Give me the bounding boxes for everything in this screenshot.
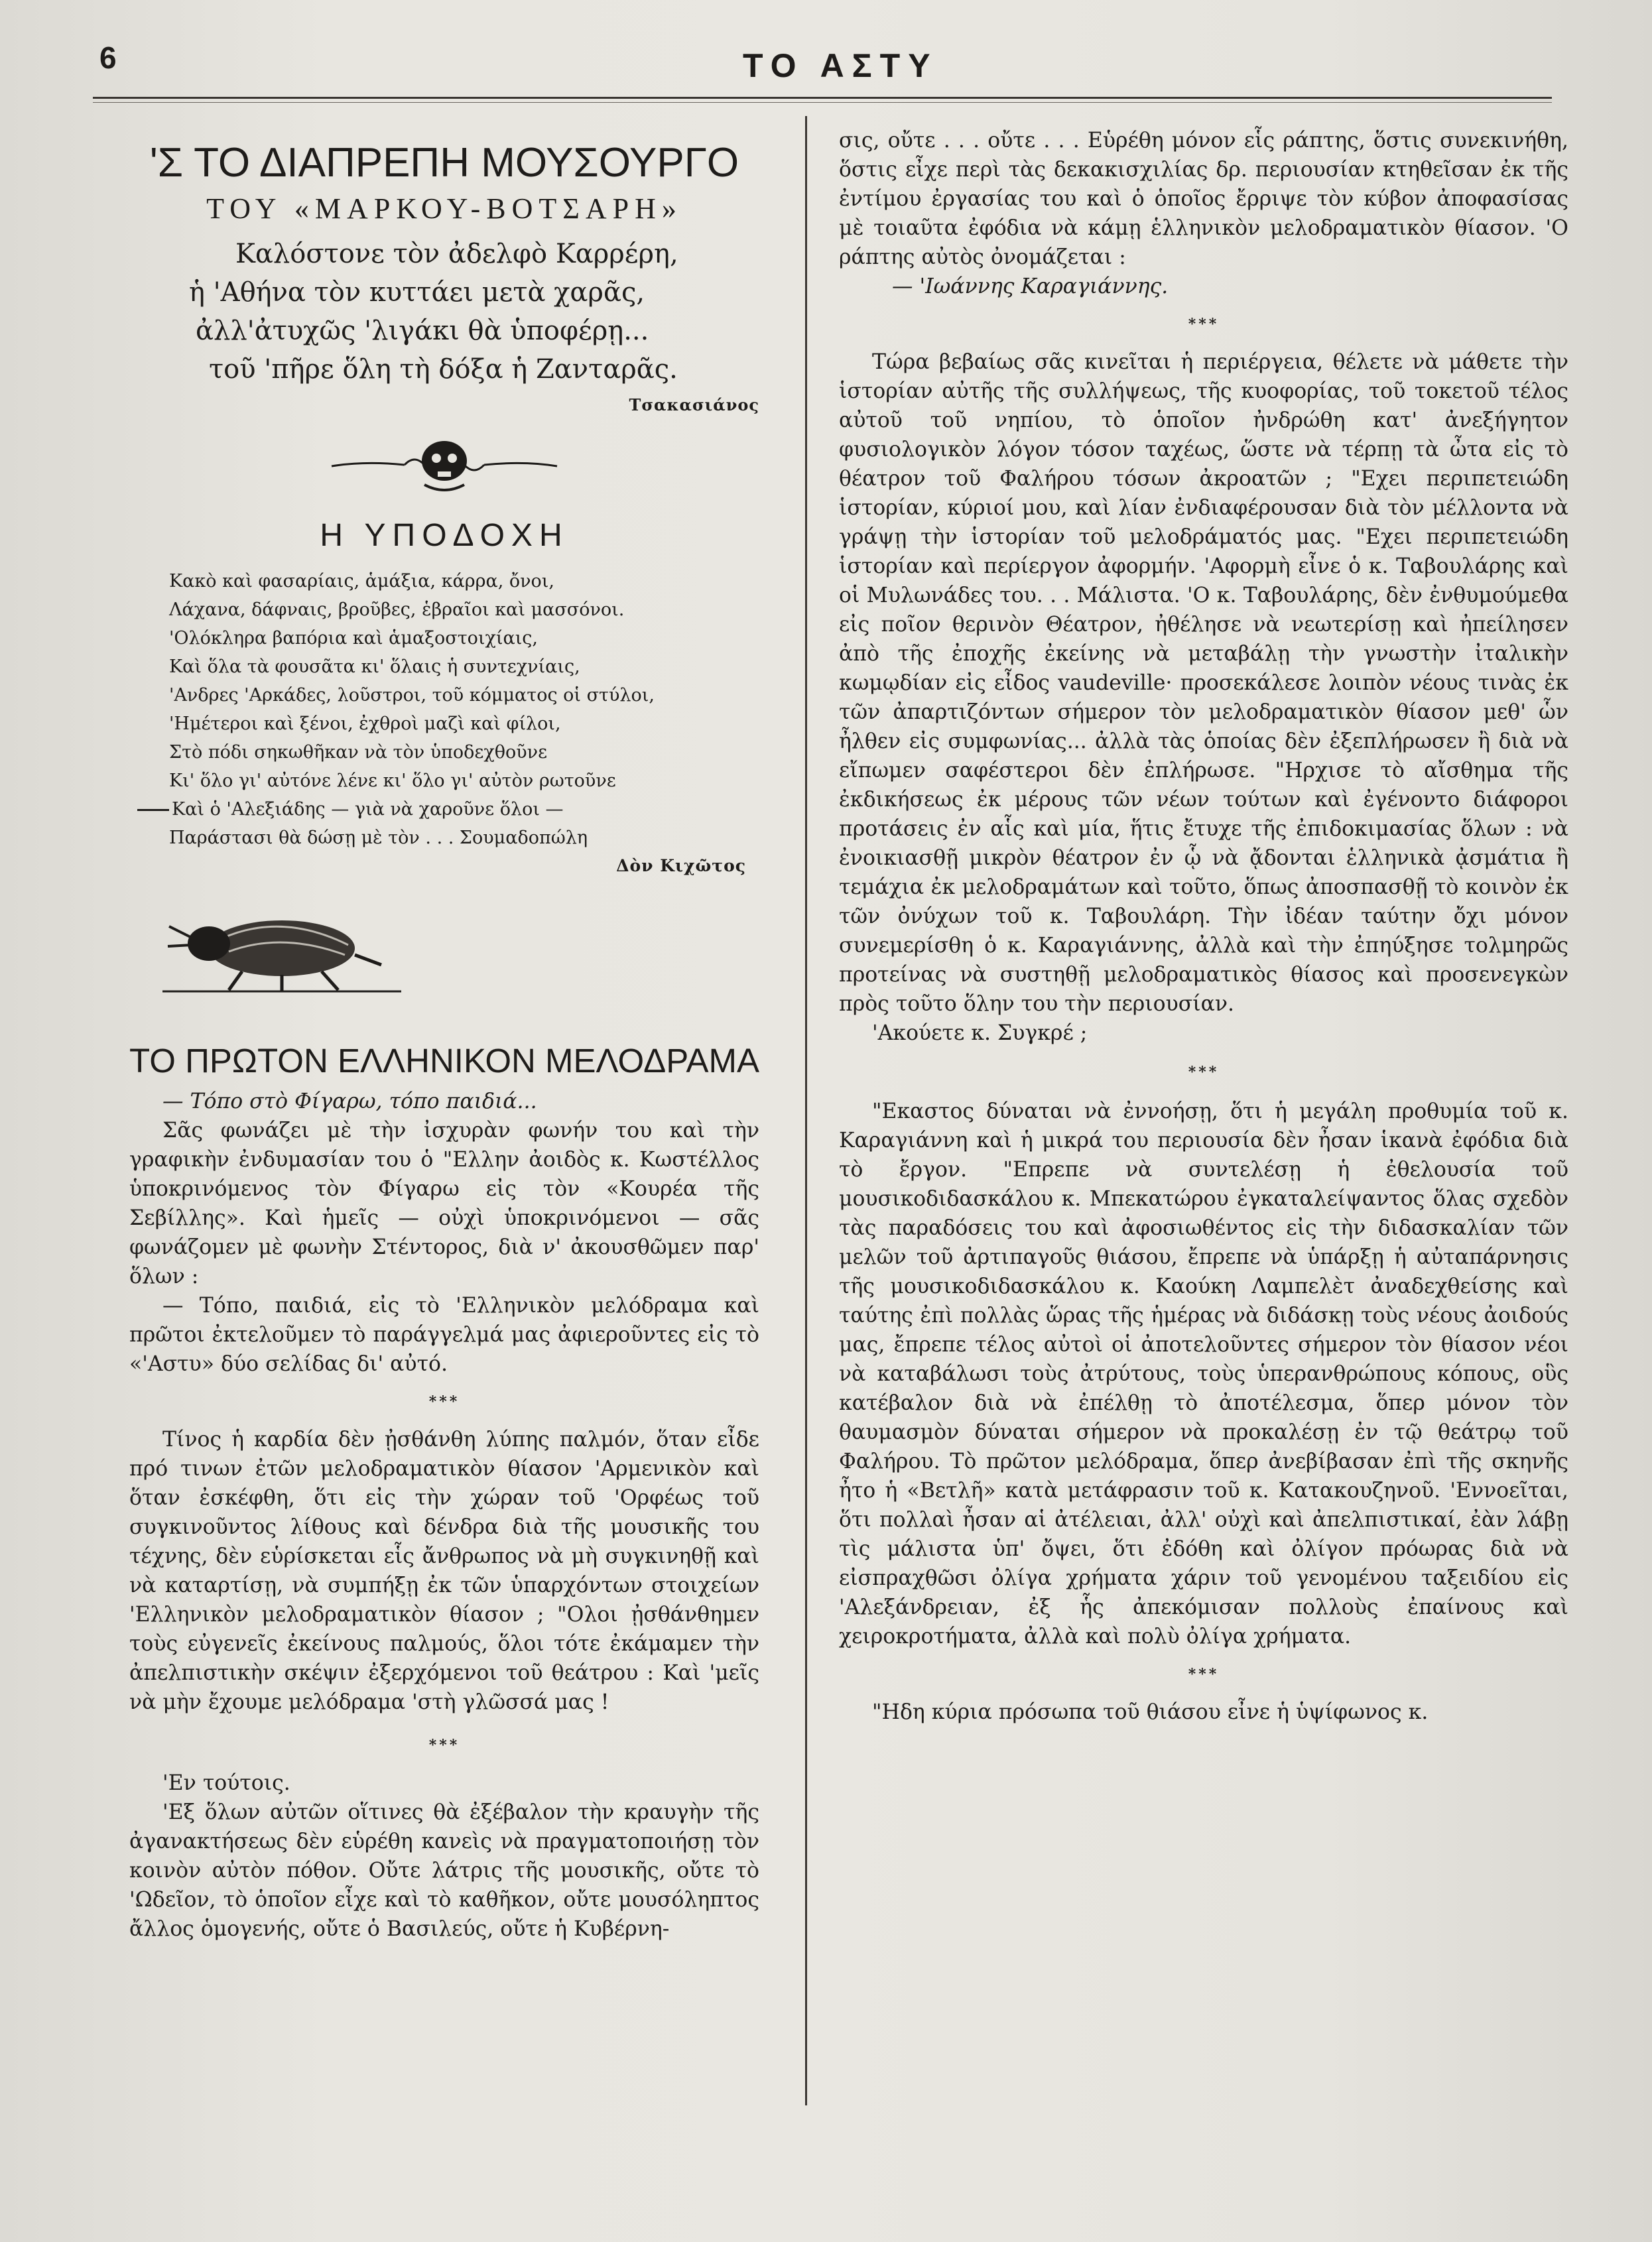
- article-paragraph: σις, οὔτε . . . οὔτε . . . Εὑρέθη μόνον εἷς ράπτης, ὅστις συνεκινήθη, ὅστις εἶχε περὶ τὰς δεκακισχιλίας δρ. περιουσίαν κτηθεῖσαν ἐκ τῆς ἐντίμου ἐργασίας του καὶ ὁ ὁποῖος ἔρριψε τὸν κύβον ἀποφασίσας μὲ τοιαῦτα ἐφόδια νὰ κάμῃ ἑλληνικὸν μελοδραματικὸν θίασον. 'Ο ράπτης αὐτὸς ὀνομάζεται :: [839, 129, 1568, 269]
- poem2-line: Στὸ πόδι σηκωθῆκαν νὰ τὸν ὑποδεχθοῦνε: [169, 742, 548, 763]
- article-paragraph: "Εκαστος δύναται νὰ ἐννοήσῃ, ὅτι ἡ μεγάλη προθυμία τοῦ κ. Καραγιάννη καὶ ἡ μικρά του περιουσία δὲν ἦσαν ἱκανὰ ἐφόδια διὰ τὸ ἔργον. "Επρεπε νὰ συντελέσῃ ἡ ἐθελουσία τοῦ μουσικοδιδασκάλου κ. Μπεκατώρου ἐγκαταλείψαντος ὅλας σχεδὸν τὰς παραδόσεις του καὶ ἀφοσιωθέντος εἰς τὴν διδασκαλίαν τῶν μελῶν τοῦ ἀρτιπαγοῦς θιάσου, ἔπρεπε νὰ ὑπάρξῃ ἡ αὐταπάρνησις τῆς μουσικοδιδασκάλου κ. Καούκη Λαμπελὲτ ἀναδεχθείσης καὶ ταύτης ἐπὶ πολλὰς ὥρας τῆς ἡμέρας νὰ διδάσκῃ τοὺς νέους ἀοιδούς μας, ἔπρεπε τέλος αὐτοὶ οἱ ἀποτελοῦντες σήμερον τὸν θίασον νέοι νὰ καταβάλωσι τοὺς ἀτρύτους, τοὺς ὑπερανθρώπους κόπους, οὓς κατέβαλον διὰ νὰ ἐπέλθῃ τὸ ἀποτέλεσμα, ὅπερ μόνον τὸν θαυμασμὸν δύναται σήμερον νὰ προκαλέσῃ ἐν τῷ θεάτρῳ τοῦ Φαλήρου. Τὸ πρῶτον μελόδραμα, ὅπερ ἀνεβίβασαν ἐπὶ τῆς σκηνῆς ἦτο ἡ «Βετλῆ» κατὰ μετάφρασιν τοῦ κ. Κατακουζηνοῦ. 'Εννοεῖται, ὅτι πολλαὶ ἦσαν αἱ ἀτέλειαι, ἀλλ' οὐχὶ καὶ ἀπελπιστικαί, ἐὰν λάβῃ τὶς μάλιστα ὑπ' ὄψει, ὅτι ἐδόθη καὶ ὀλίγον πρόωρας διὰ νὰ εἰσπραχθῶσι ὀλίγα χρήματα χάριν τοῦ γενομένου ταξειδίου εἰς 'Αλεξάνδρειαν, ἐξ ἧς ἀπεκόμισαν πολλοὺς ἐπαίνους καὶ χειροκροτήματα, ἀλλὰ καὶ πολὺ ὀλίγα χρήματα.: [839, 1099, 1568, 1649]
- left-column: [129, 126, 759, 1944]
- right-column: [839, 126, 1568, 1727]
- poem1-signature: Τσακασιάνος: [629, 395, 759, 414]
- poem2-title: Η ΥΠΟΔΟΧΗ: [320, 518, 569, 553]
- poem2-line: Καὶ ὅλα τὰ φουσᾶτα κι' ὅλαις ἡ συντεχνίαις,: [169, 656, 580, 677]
- poem1-line: ἡ 'Αθήνα τὸν κυττάει μετὰ χαρᾶς,: [189, 277, 645, 308]
- article-paragraph: 'Εξ ὅλων αὐτῶν οἵτινες θὰ ἐξέβαλον τὴν κραυγὴν τῆς ἀγανακτήσεως δὲν εὑρέθη κανεὶς νὰ πραγματοποιήσῃ τὸν κοινὸν αὐτὸν πόθον. Οὔτε λάτρις τῆς μουσικῆς, οὔτε τὸ 'Ωδεῖον, τὸ ὁποῖον εἶχε καὶ τὸ καθῆκον, οὔτε μουσόληπτος ἄλλος ὁμογενής, οὔτε ὁ Βασιλεύς, οὔτε ἡ Κυβέρνη-: [129, 1800, 759, 1941]
- header-rule-thin: [93, 102, 1552, 103]
- poem1-verses: [129, 235, 759, 389]
- poem1-line: ἀλλ'ἀτυχῶς 'λιγάκι θὰ ὑποφέρῃ...: [196, 316, 649, 346]
- poem2-verses: [129, 567, 759, 852]
- poem2-line: [137, 795, 759, 824]
- beetle-illustration-icon: [156, 892, 408, 1005]
- poem1-line: Καλόστονε τὸν ἀδελφὸ Καρρέρη,: [235, 239, 678, 269]
- poem2-signature: Δὸν Κιχῶτος: [616, 856, 746, 875]
- poem1-title: 'Σ ΤΟ ΔΙΑΠΡΕΠΗ ΜΟΥΣΟΥΡΓΟ: [149, 140, 739, 186]
- page-number: 6: [99, 40, 118, 75]
- article-name: — 'Ιωάννης Καραγιάννης.: [892, 275, 1169, 298]
- article-paragraph: Σᾶς φωνάζει μὲ τὴν ἰσχυρὰν φωνήν του καὶ τὴν γραφικὴν ἐνδυμασίαν του ὁ "Ελλην ἀοιδὸς κ. Κωστέλλος ὑποκρινόμενος τὸν Φίγαρω εἰς τὸν «Κουρέα τῆς Σεβίλλης». Καὶ ἡμεῖς — οὐχὶ ὑποκρινόμενοι — σᾶς φωνάζομεν μὲ φωνὴν Στέντορος, διὰ ν' ἀκουσθῶμεν παρ' ὅλων :: [129, 1119, 759, 1288]
- article-paragraph: 'Ακούετε κ. Συγκρέ ;: [872, 1021, 1088, 1045]
- article-opening: — Τόπο στὸ Φίγαρω, τόπο παιδιά...: [162, 1090, 537, 1113]
- separator-stars: ***: [1188, 316, 1220, 333]
- header-rule: [93, 97, 1552, 99]
- poem1-subtitle: ΤΟΥ «ΜΑΡΚΟΥ-ΒΟΤΣΑΡΗ»: [206, 192, 682, 225]
- separator-stars: ***: [428, 1737, 460, 1754]
- poem2-line: 'Ανδρες 'Αρκάδες, λοῦστροι, τοῦ κόμματος οἱ στύλοι,: [169, 685, 655, 706]
- poem2-line: Παράστασι θὰ δώσῃ μὲ τὸν . . . Σουμαδοπώλη: [169, 828, 588, 848]
- poem1-line: τοῦ 'πῆρε ὅλη τὴ δόξα ἡ Ζανταρᾶς.: [209, 354, 678, 385]
- poem2-line: Κακὸ καὶ φασαρίαις, ἁμάξια, κάρρα, ὄνοι,: [169, 571, 554, 592]
- skull-ornament-icon: [325, 434, 564, 494]
- separator-stars: ***: [428, 1393, 460, 1410]
- article-paragraph: — Τόπο, παιδιά, εἰς τὸ 'Ελληνικὸν μελόδραμα καὶ πρῶτοι ἐκτελοῦμεν τὸ παράγγελμά μας ἀφιεροῦντες εἰς τὸ «'Αστυ» δύο σελίδας δι' αὐτό.: [129, 1294, 759, 1376]
- article-paragraph: 'Εν τούτοις.: [162, 1771, 290, 1795]
- poem2-line: Κι' ὅλο γι' αὐτόνε λένε κι' ὅλο γι' αὐτὸν ρωτοῦνε: [169, 771, 616, 791]
- poem2-line-text: Καὶ ὁ 'Αλεξιάδης — γιὰ νὰ χαροῦνε ὅλοι —: [172, 799, 564, 820]
- masthead: ΤΟ ΑΣΤΥ: [743, 47, 938, 84]
- poem2-line: Λάχανα, δάφναις, βροῦβες, ἑβραῖοι καὶ μασσόνοι.: [169, 599, 625, 620]
- poem2-line: 'Ολόκληρα βαπόρια καὶ ἁμαξοστοιχίαις,: [169, 628, 538, 649]
- article-paragraph: Τώρα βεβαίως σᾶς κινεῖται ἡ περιέργεια, θέλετε νὰ μάθετε τὴν ἱστορίαν αὐτῆς τῆς συλλήψεως, τῆς κυοφορίας, τοῦ τοκετοῦ τέλος αὐτοῦ τοῦ νηπίου, τὸ ὁποῖον ἠνδρώθη κατ' ἀνεξήγητον φυσιολογικὸν λόγον τόσον ταχέως, ὥστε νὰ τέρπῃ τὰ ὦτα εἰς τὸ θέατρον τοῦ Φαλήρου τόσων ἀκροατῶν ; "Εχει περιπετειώδη ἱστορίαν, κύριοί μου, καὶ λίαν ἐνδιαφέρουσαν διὰ τὸν μέλλοντα νὰ γράψῃ τὴν ἱστορίαν τοῦ μελοδράματός μας. "Εχει περιπετειώδη ἱστορίαν καὶ περίεργον ἀφορμήν. 'Αφορμὴ εἶνε ὁ κ. Ταβουλάρης καὶ οἱ Μυλωνάδες του. . . Μάλιστα. 'Ο κ. Ταβουλάρης, δὲν ἐνθυμούμεθα εἰς ποῖον θερινὸν Θέατρον, ἠθέλησε νὰ νεωτερίσῃ καὶ ἠπείλησεν ἀπὸ τῆς ἐποχῆς ἐκείνης νὰ μεταβάλῃ τὴν γνωστὴν ἰταλικὴν κωμῳδίαν εἰς εἶδος vaudeville· προσεκάλεσε λοιπὸν νέους τινὰς ἐκ τῶν ἀπαρτιζόντων σήμερον τὸν μελοδραματικὸν θίασον μεθ' ὧν ἦλθεν εἰς συμφωνίας... ἀλλὰ τὰς ὁποίας δὲν ἐξεπλήρωσεν ἢ διὰ νὰ εἴπωμεν σαφέστεροι δὲν ἐπλήρωσε. "Ηρχισε τὸ αἴσθημα τῆς ἐκδικήσεως ἐκ μέρους τῶν νέων τούτων καὶ ἐγένοντο διάφοροι προτάσεις ἐν αἷς καὶ μία, ἥτις ἔτυχε τῆς ἐπιδοκιμασίας ὅλων : νὰ ἐνοικιασθῇ μικρὸν θέατρον ἐν ᾧ νὰ ᾄδονται ἑλληνικὰ ᾀσμάτια ἢ τεμάχια ἐκ μελοδραμάτων καὶ τοῦτο, ὅπως ἀποσπασθῇ τὸ κοινὸν ἐκ τῶν ὀνύχων τοῦ κ. Ταβουλάρη. Τὴν ἰδέαν ταύτην ὄχι μόνον συνεμερίσθη ὁ κ. Καραγιάννης, ἀλλὰ καὶ τὴν ἐπηύξησε τολμηρῶς προτείνας νὰ συστηθῇ μελοδραματικὸς θίασος καὶ προσενεγκὼν πρὸς τοῦτο ὅλην του τὴν περιουσίαν.: [839, 350, 1568, 1016]
- article-paragraph: Τίνος ἡ καρδία δὲν ᾐσθάνθη λύπης παλμόν, ὅταν εἶδε πρό τινων ἐτῶν μελοδραματικὸν θίασον 'Αρμενικὸν καὶ ὅταν ἐσκέφθη, ὅτι εἰς τὴν χώραν τοῦ 'Ορφέως τοῦ συγκινοῦντος λίθους καὶ δένδρα διὰ τῆς μουσικῆς του τέχνης, δὲν εὑρίσκεται εἷς ἄνθρωπος νὰ μὴ συγκινηθῇ καὶ νὰ καταρτίσῃ, νὰ συμπήξῃ ἐκ τῶν ὑπαρχόντων στοιχείων 'Ελληνικὸν μελοδραματικὸν θίασον ; "Ολοι ᾐσθάνθημεν τοὺς εὐγενεῖς ἐκείνους παλμούς, ὅλοι τότε ἐκάμαμεν τὴν ἀπελπιστικὴν σκέψιν ἐξερχόμενοι τοῦ θεάτρου : Καὶ 'μεῖς νὰ μὴν ἔχουμε μελόδραμα 'στὴ γλῶσσά μας !: [129, 1428, 759, 1714]
- article-title: ΤΟ ΠΡΩΤΟΝ ΕΛΛΗΝΙΚΟΝ ΜΕΛΟΔΡΑΜΑ: [129, 1042, 759, 1080]
- article-paragraph: "Ηδη κύρια πρόσωπα τοῦ θιάσου εἶνε ἡ ὑψίφωνος κ.: [872, 1700, 1429, 1724]
- separator-stars: ***: [1188, 1666, 1220, 1683]
- column-divider: [805, 116, 807, 2105]
- poem2-line: 'Ημέτεροι καὶ ξένοι, ἐχθροὶ μαζὶ καὶ φίλοι,: [169, 714, 561, 734]
- pointer-line: [137, 809, 169, 811]
- separator-stars: ***: [1188, 1064, 1220, 1081]
